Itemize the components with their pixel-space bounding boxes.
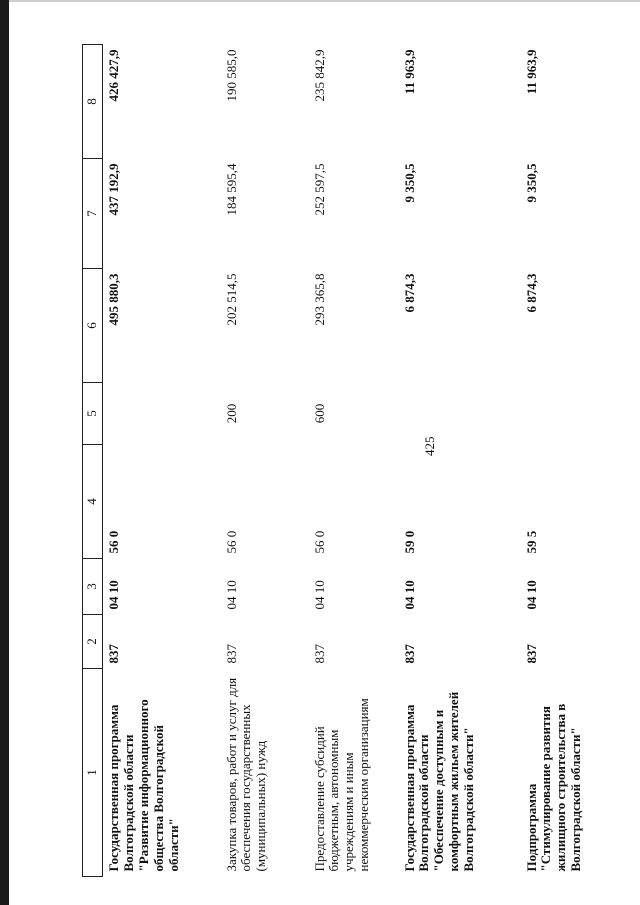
row-name: Закупка товаров, работ и услуг для обеспечения государственных (муниципальных) нужд bbox=[223, 677, 269, 872]
amount-col6: 293 365,8 bbox=[311, 273, 327, 326]
page-edge-left bbox=[0, 0, 9, 905]
section-code: 04 10 bbox=[223, 580, 239, 610]
table-row bbox=[221, 45, 309, 877]
section-code: 04 10 bbox=[401, 580, 417, 610]
row-name: Государственная программа Волгоградской области "Развитие информационного общества Волгоградской области" bbox=[106, 699, 181, 872]
amount-col7: 252 597,5 bbox=[311, 163, 327, 216]
budget-table-rotated bbox=[82, 45, 630, 877]
target-code: 59 5 bbox=[523, 530, 539, 554]
expense-type bbox=[399, 383, 521, 445]
column-header: 1 bbox=[83, 669, 103, 877]
ministry-code: 837 bbox=[311, 644, 327, 664]
amount-col7: 437 192,9 bbox=[106, 163, 121, 216]
target-code: 56 0 bbox=[223, 530, 239, 554]
amount-col8: 235 842,9 bbox=[311, 49, 327, 102]
amount-col7: 9 350,5 bbox=[523, 163, 539, 203]
table-row bbox=[309, 45, 399, 877]
ministry-code: 837 bbox=[401, 644, 417, 664]
ministry-code: 837 bbox=[106, 644, 121, 664]
row-name: Государственная программа Волгоградской области "Обеспечение доступным и комфортным жильем жителей Волгоградской области" bbox=[401, 691, 477, 872]
amount-col7: 9 350,5 bbox=[401, 163, 417, 203]
expense-type bbox=[521, 383, 621, 445]
column-header: 4 bbox=[83, 445, 103, 559]
table-row bbox=[521, 45, 621, 877]
page-edge-top bbox=[0, 0, 640, 2]
section-code: 04 10 bbox=[106, 580, 121, 610]
target-code: 59 0 bbox=[401, 530, 417, 554]
amount-col6: 6 874,3 bbox=[401, 273, 417, 313]
row-name: Предоставление субсидий бюджетным, автономным учреждениям и иным некоммерческим организациям bbox=[311, 698, 372, 872]
column-header: 8 bbox=[83, 45, 103, 159]
table-row bbox=[103, 45, 221, 877]
expense-type: 200 bbox=[223, 403, 239, 424]
amount-col8: 11 963,9 bbox=[401, 49, 417, 95]
budget-table bbox=[82, 44, 621, 877]
target-code: 56 0 bbox=[311, 530, 327, 554]
expense-type bbox=[103, 383, 221, 445]
amount-col8: 426 427,9 bbox=[106, 49, 121, 102]
target-code: 56 0 bbox=[106, 530, 121, 554]
column-header: 2 bbox=[83, 615, 103, 669]
section-code: 04 10 bbox=[523, 580, 539, 610]
section-code: 04 10 bbox=[311, 580, 327, 610]
table-header-row bbox=[83, 45, 103, 877]
table-row bbox=[399, 45, 521, 877]
amount-col6: 6 874,3 bbox=[523, 273, 539, 313]
expense-type: 600 bbox=[311, 403, 327, 424]
ministry-code: 837 bbox=[523, 644, 539, 664]
amount-col7: 184 595,4 bbox=[223, 163, 239, 216]
column-header: 3 bbox=[83, 559, 103, 615]
page-number: 425 bbox=[422, 436, 437, 456]
ministry-code: 837 bbox=[223, 644, 239, 664]
column-header: 7 bbox=[83, 159, 103, 269]
amount-col6: 202 514,5 bbox=[223, 273, 239, 326]
amount-col8: 190 585,0 bbox=[223, 49, 239, 102]
amount-col8: 11 963,9 bbox=[523, 49, 539, 95]
column-header: 5 bbox=[83, 383, 103, 445]
column-header: 6 bbox=[83, 269, 103, 383]
row-name: Подпрограмма "Стимулирование развития жилищного строительства в Волгоградской области" bbox=[523, 703, 584, 872]
amount-col6: 495 880,3 bbox=[106, 273, 121, 326]
